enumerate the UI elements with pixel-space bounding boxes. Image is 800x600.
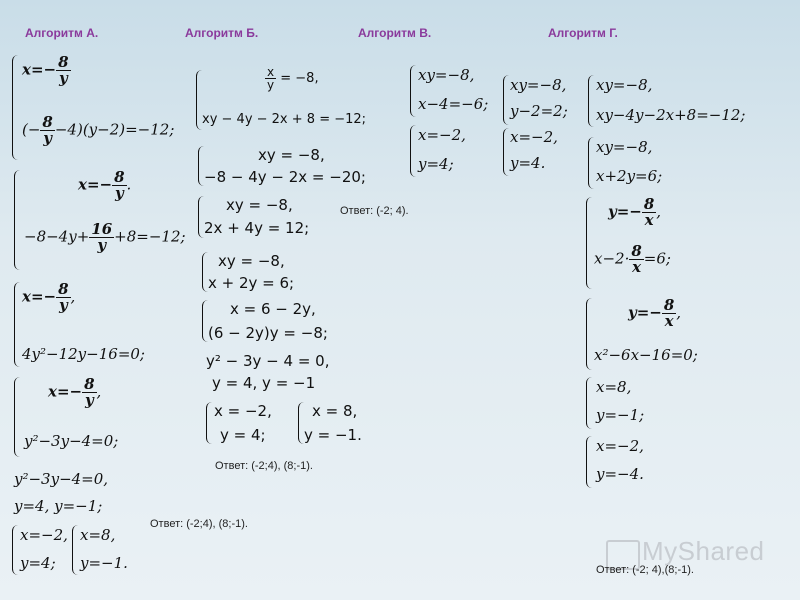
equation: y = −1. — [304, 426, 362, 444]
equation: y−2=2; — [510, 102, 568, 120]
equation: y = 4; — [220, 426, 266, 444]
equation: xy=−8, — [510, 76, 567, 94]
equation: (− $\frac{8}{y}$ −4)(y−2)=−12; — [22, 113, 175, 147]
equation: −8−4y+ $\frac{16}{y}$ +8=−12; — [24, 220, 186, 254]
answer-g: Ответ: (-2; 4),(8;-1). — [596, 564, 694, 576]
brace — [12, 525, 19, 575]
brace — [586, 197, 593, 289]
equation: y=4; — [20, 554, 56, 572]
equation: x = −2, — [214, 402, 272, 420]
equation: xy = −8, — [226, 196, 293, 214]
brace — [588, 75, 595, 127]
brace — [72, 525, 79, 575]
equation: x = 6 − 2y, — [230, 300, 316, 318]
brace — [588, 137, 595, 189]
equation: x=− $\frac{8}{y}$ — [22, 53, 69, 87]
equation: x + 2y = 6; — [208, 274, 295, 292]
brace — [14, 170, 21, 270]
equation: x = 8, — [312, 402, 358, 420]
equation: (6 − 2y)y = −8; — [208, 324, 328, 342]
equation: x=−2, — [418, 126, 466, 144]
equation: y = 4, y = −1 — [212, 374, 316, 392]
equation: xy = −8, — [258, 146, 325, 164]
equation: x+2y=6; — [596, 167, 663, 185]
equation: y=4, y=−1; — [14, 497, 103, 515]
equation: xy − 4y − 2x + 8 = −12; — [202, 112, 367, 127]
equation: y=− $\frac{8}{x}$ , — [628, 296, 682, 330]
equation: xy=−8, — [596, 138, 653, 156]
header-algorithm-a: Алгоритм А. — [25, 26, 99, 40]
equation: −8 − 4y − 2x = −20; — [204, 168, 366, 186]
equation: 2x + 4y = 12; — [204, 219, 310, 237]
equation: xy=−8, — [418, 66, 475, 84]
equation: y=4; — [418, 155, 454, 173]
brace — [14, 282, 21, 367]
equation: x=− $\frac{8}{y}$ , — [22, 280, 76, 314]
answer-v: Ответ: (-2; 4). — [340, 205, 409, 217]
header-algorithm-v: Алгоритм В. — [358, 26, 432, 40]
equation: y=− $\frac{8}{x}$ , — [608, 195, 662, 229]
equation: x−2· $\frac{8}{x}$ =6; — [594, 242, 671, 276]
brace — [14, 377, 21, 457]
header-algorithm-b: Алгоритм Б. — [185, 26, 259, 40]
answer-a: Ответ: (-2;4), (8;-1). — [150, 518, 248, 530]
equation: x=−2, — [20, 526, 68, 544]
answer-b: Ответ: (-2;4), (8;-1). — [215, 460, 313, 472]
equation: $\frac{x}{y}$ = −8, — [267, 65, 319, 92]
equation: y² − 3y − 4 = 0, — [206, 352, 330, 370]
brace — [206, 402, 213, 444]
equation: x=−2, — [510, 128, 558, 146]
brace — [586, 377, 593, 429]
brace — [410, 125, 417, 177]
equation: x²−6x−16=0; — [594, 346, 698, 364]
equation: x−4=−6; — [418, 95, 489, 113]
equation: y²−3y−4=0; — [24, 432, 119, 450]
equation: y=−1. — [80, 554, 128, 572]
equation: y=−4. — [596, 465, 644, 483]
equation: x=− $\frac{8}{y}$ , — [48, 375, 102, 409]
equation: x=−2, — [596, 437, 644, 455]
brace — [503, 128, 510, 176]
equation: y=4. — [510, 154, 546, 172]
equation: x=8, — [80, 526, 116, 544]
brace — [586, 436, 593, 488]
brace — [410, 65, 417, 117]
watermark: MyShared — [642, 536, 765, 566]
equation: x=− $\frac{8}{y}$ . — [78, 168, 132, 202]
equation: x=8, — [596, 378, 632, 396]
brace — [503, 75, 510, 125]
equation: y=−1; — [596, 406, 645, 424]
header-algorithm-g: Алгоритм Г. — [548, 26, 618, 40]
equation: xy = −8, — [218, 252, 285, 270]
equation: 4y²−12y−16=0; — [22, 345, 145, 363]
brace — [12, 55, 19, 160]
equation: xy−4y−2x+8=−12; — [596, 106, 746, 124]
brace — [586, 298, 593, 370]
equation: xy=−8, — [596, 76, 653, 94]
equation: y²−3y−4=0, — [14, 470, 109, 488]
